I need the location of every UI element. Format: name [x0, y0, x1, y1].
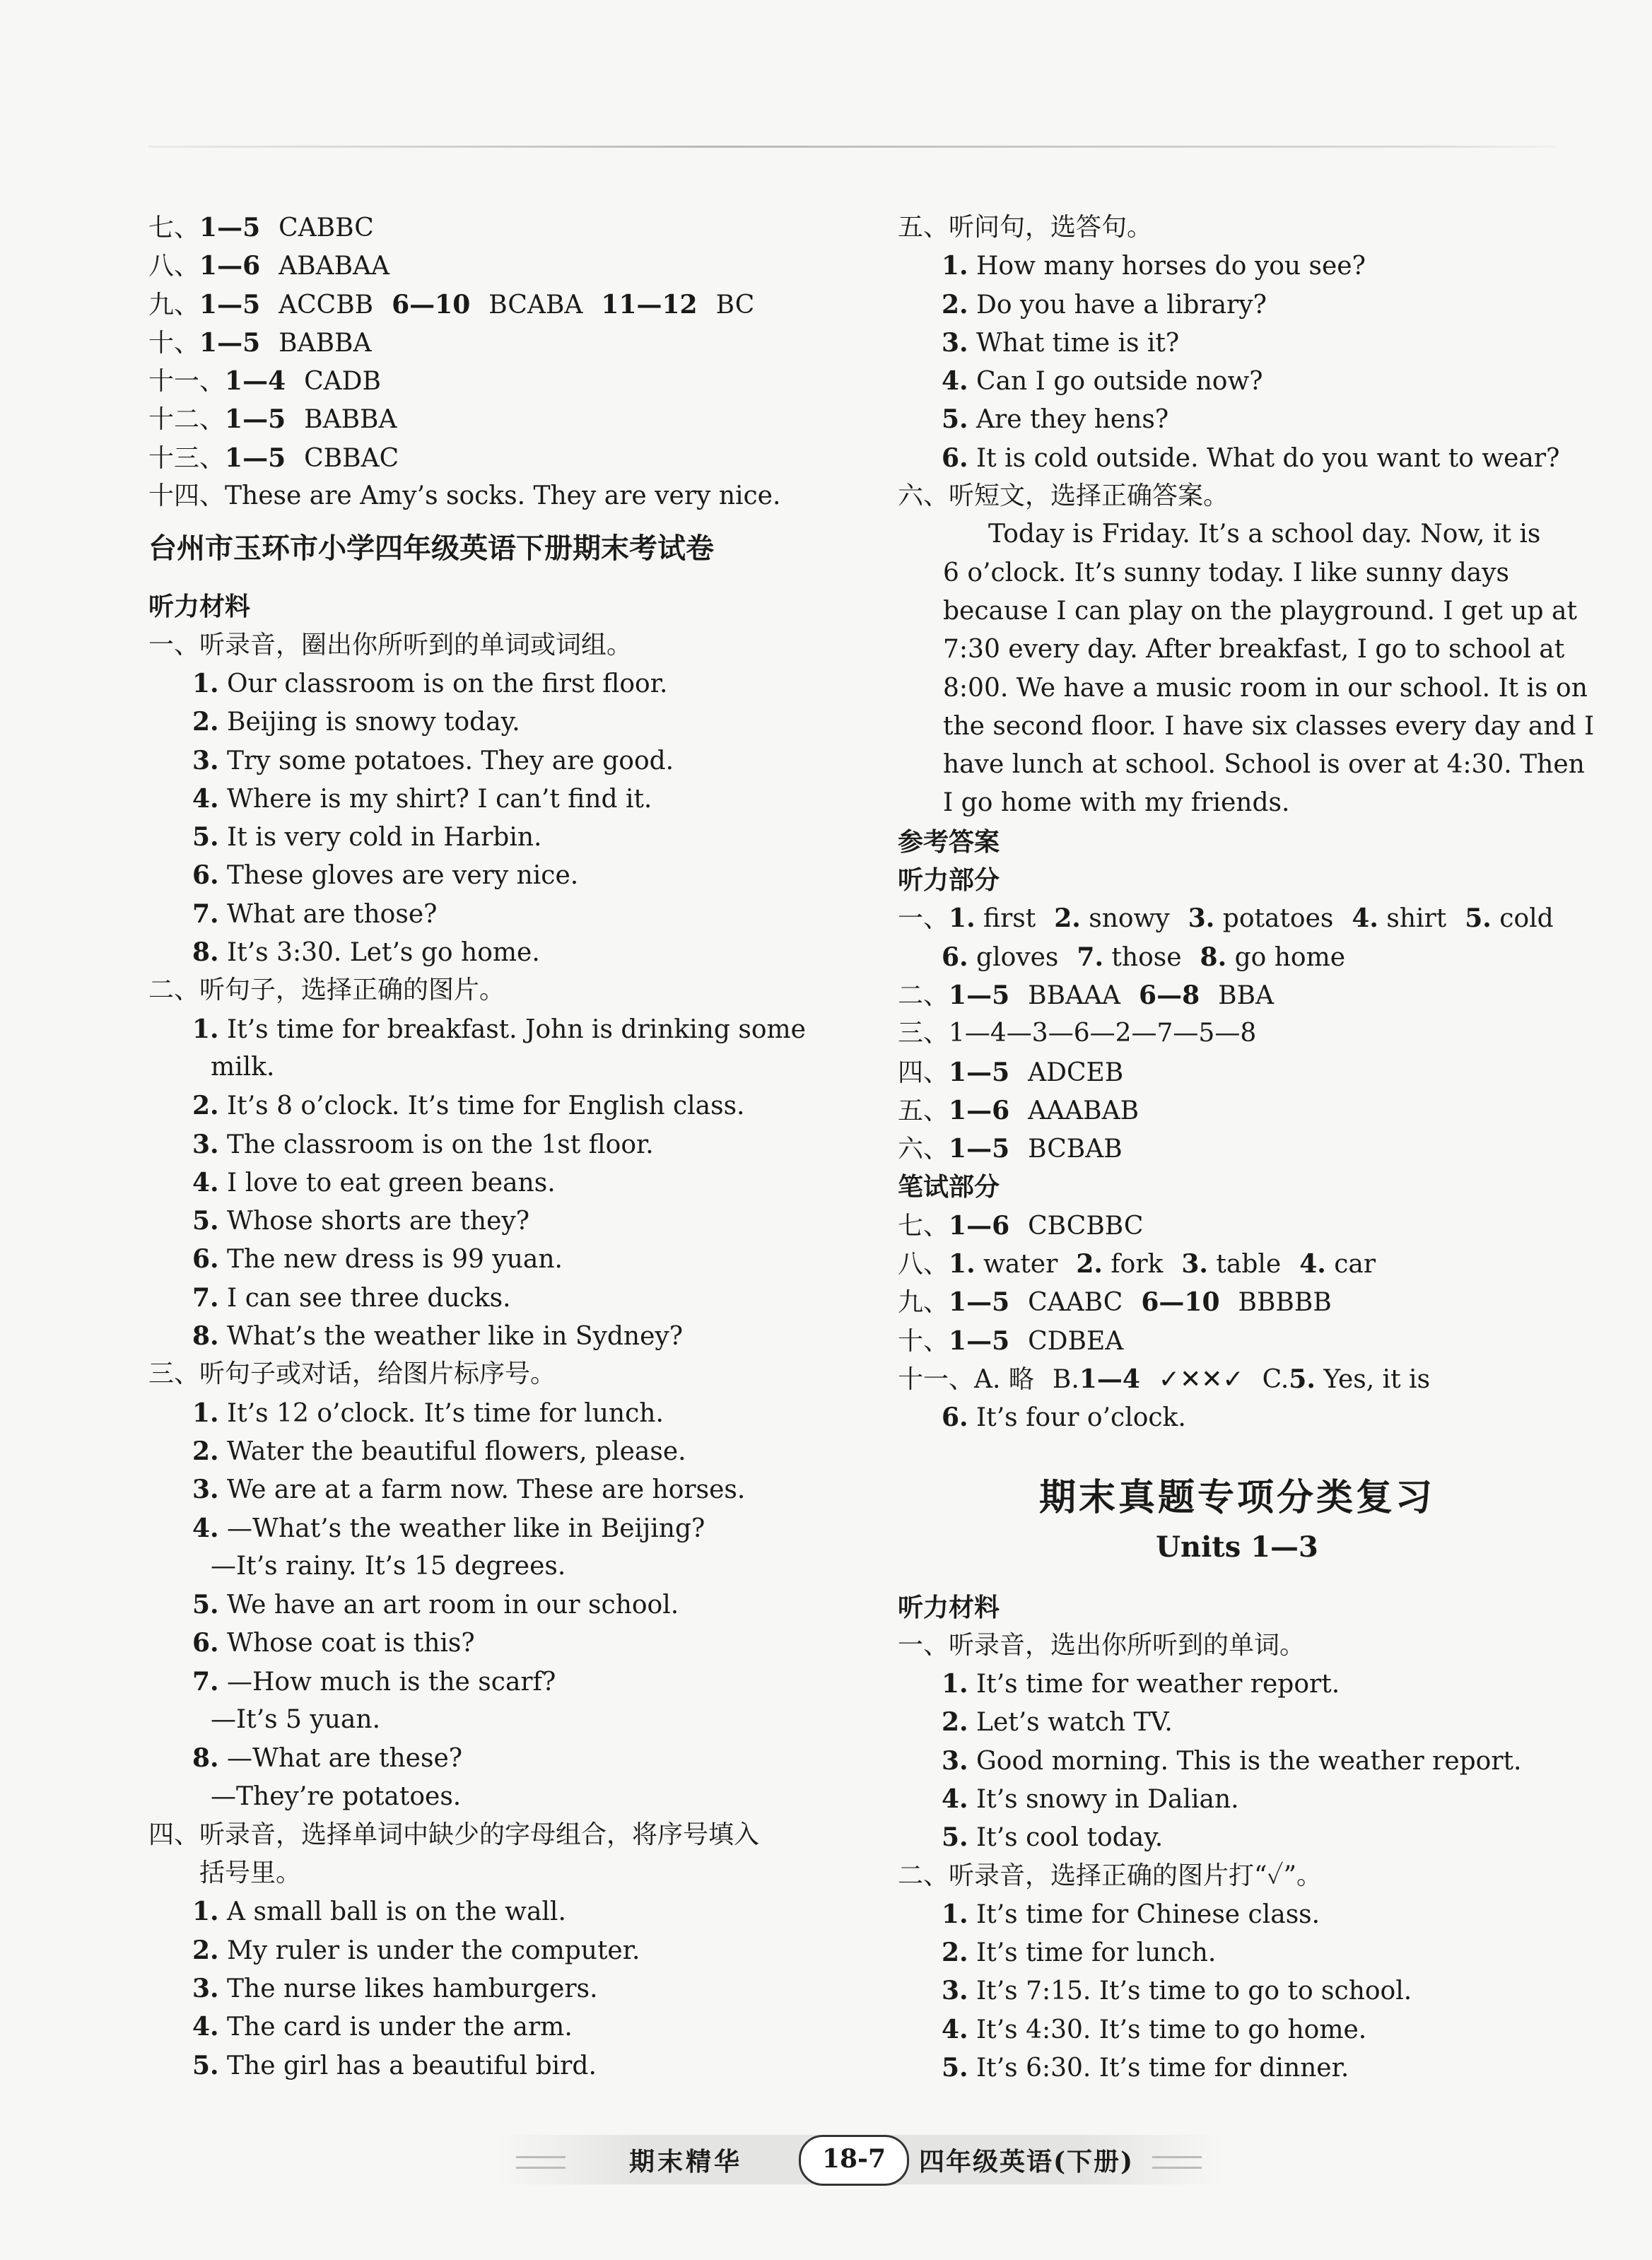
section-heading-continued: 括号里。	[199, 1858, 302, 1888]
list-item: 8. It’s 3:30. Let’s go home.	[192, 937, 540, 968]
footer-decoration	[1152, 2156, 1202, 2169]
list-item: 7. —How much is the scarf?	[192, 1666, 556, 1697]
passage-line: Today is Friday. It’s a school day. Now, it is	[988, 520, 1541, 549]
list-item: 1. It’s time for weather report.	[942, 1669, 1340, 1699]
section-heading: 一、听录音，圈出你所听到的单词或词组。	[148, 630, 633, 660]
list-item: 7. I can see three ducks.	[192, 1282, 511, 1313]
passage-line: because I can play on the playground. I get up at	[943, 596, 1577, 626]
section-label: 参考答案	[898, 826, 1000, 857]
list-item: 2. It’s 8 o’clock. It’s time for English class.	[192, 1091, 745, 1121]
units-title: Units 1—3	[1156, 1530, 1318, 1564]
section-label: 听力材料	[898, 1592, 1000, 1622]
section-heading: 四、听录音，选择单词中缺少的字母组合，将序号填入	[148, 1820, 760, 1849]
passage-line: 7:30 every day. After breakfast, I go to school at	[943, 635, 1565, 664]
list-item: 4. I love to eat green beans.	[192, 1167, 556, 1198]
passage-line: the second floor. I have six classes every day and I	[943, 711, 1595, 741]
answer-line: 三、1—4—3—6—2—7—5—8	[898, 1019, 1257, 1048]
list-item: 4. Can I go outside now?	[942, 366, 1263, 397]
page-footer	[495, 2135, 1223, 2184]
list-item: 1. How many horses do you see?	[942, 251, 1366, 281]
list-item: 2. My ruler is under the computer.	[192, 1935, 640, 1965]
list-item: 3. Try some potatoes. They are good.	[192, 745, 674, 775]
list-item: 3. The nurse likes hamburgers.	[192, 1974, 598, 2004]
list-item: 3. Good morning. This is the weather report.	[942, 1745, 1522, 1776]
passage-line: 8:00. We have a music room in our school. It is on	[943, 673, 1588, 703]
list-item: 4. Where is my shirt? I can’t find it.	[192, 783, 652, 814]
answer-line: 五、1—6 AAABAB	[898, 1095, 1140, 1125]
answer-line: 九、1—5 ACCBB 6—10 BCABA 11—12 BC	[148, 289, 755, 320]
answer-line: 二、1—5 BBAAA 6—8 BBA	[898, 980, 1275, 1010]
list-item: 8. What’s the weather like in Sydney?	[192, 1321, 684, 1352]
list-item: 5. We have an art room in our school.	[192, 1590, 679, 1620]
footer-book-title: 期末精华	[629, 2147, 743, 2177]
answer-line: 十一、1—4 CADB	[148, 366, 381, 397]
top-rule	[148, 146, 1555, 148]
left-column	[148, 209, 855, 2085]
list-item: 5. It is very cold in Harbin.	[192, 822, 542, 853]
footer-decoration	[516, 2156, 566, 2169]
section-label: 笔试部分	[898, 1172, 1000, 1202]
answer-line: 七、1—6 CBCBBC	[898, 1210, 1144, 1241]
list-item: 2. Do you have a library?	[942, 289, 1267, 320]
list-item: 1. It’s 12 o’clock. It’s time for lunch.	[192, 1398, 664, 1428]
list-item: 6. These gloves are very nice.	[192, 860, 579, 891]
right-column	[898, 209, 1595, 2087]
list-item: 7. What are those?	[192, 898, 438, 929]
list-item-continued: milk.	[211, 1052, 275, 1082]
list-item: 5. The girl has a beautiful bird.	[192, 2050, 597, 2080]
list-item: 2. Beijing is snowy today.	[192, 707, 520, 737]
section-heading: 二、听句子，选择正确的图片。	[148, 976, 505, 1005]
answer-line: 十一、A. 略 B.1—4 ✓✕✕✓ C.5. Yes, it is	[898, 1364, 1431, 1394]
passage-line: I go home with my friends.	[943, 788, 1290, 818]
section-heading: 一、听录音，选出你所听到的单词。	[898, 1630, 1306, 1660]
answer-line: 八、1. water 2. fork 3. table 4. car	[898, 1249, 1376, 1280]
answer-line: 十三、1—5 CBBAC	[148, 443, 399, 473]
list-item: 2. Water the beautiful flowers, please.	[192, 1436, 686, 1466]
answer-line: 八、1—6 ABABAA	[148, 251, 390, 281]
list-item: 1. Our classroom is on the first floor.	[192, 668, 668, 698]
list-item: 1. A small ball is on the wall.	[192, 1897, 566, 1927]
list-item: 4. It’s 4:30. It’s time to go home.	[942, 2014, 1367, 2044]
list-item: 3. We are at a farm now. These are horses.	[192, 1475, 746, 1505]
answer-line: 九、1—5 CAABC 6—10 BBBBB	[898, 1287, 1332, 1318]
list-item: 1. It’s time for breakfast. John is drinking some	[192, 1014, 806, 1044]
exam-title: 台州市玉环市小学四年级英语下册期末考试卷	[148, 532, 714, 566]
check-marks: ✓✕✕✓	[1158, 1364, 1244, 1394]
answer-line: 十二、1—5 BABBA	[148, 404, 397, 435]
answer-line: 十、1—5 CDBEA	[898, 1325, 1124, 1356]
list-item: 4. —What’s the weather like in Beijing?	[192, 1513, 705, 1543]
list-item: 4. The card is under the arm.	[192, 2012, 573, 2042]
list-item: 3. The classroom is on the 1st floor.	[192, 1129, 654, 1159]
list-item: 2. It’s time for lunch.	[942, 1938, 1217, 1968]
list-item: 5. Whose shorts are they?	[192, 1206, 530, 1236]
list-item: 6. Whose coat is this?	[192, 1628, 475, 1658]
answer-line: 四、1—5 ADCEB	[898, 1057, 1124, 1087]
answer-line: 十、1—5 BABBA	[148, 327, 372, 358]
section-heading: 六、听短文，选择正确答案。	[898, 481, 1229, 511]
passage-line: have lunch at school. School is over at 4:30. Then	[943, 750, 1585, 780]
section-label: 听力部分	[898, 865, 1000, 896]
section-heading: 二、听录音，选择正确的图片打“✓”。	[898, 1861, 1323, 1890]
answer-line: 6. gloves 7. those 8. go home	[942, 942, 1346, 972]
answer-line: 七、1—5 CABBC	[148, 213, 374, 242]
answer-line: 6. It’s four o’clock.	[942, 1403, 1186, 1433]
section-heading: 三、听句子或对话，给图片标序号。	[148, 1359, 556, 1389]
list-item-continued: —They’re potatoes.	[211, 1781, 462, 1811]
list-item: 3. What time is it?	[942, 327, 1180, 358]
answer-line: 十四、These are Amy’s socks. They are very nice.	[148, 481, 781, 511]
answer-line: 一、1. first 2. snowy 3. potatoes 4. shirt 5. cold	[898, 903, 1554, 934]
list-item-continued: —It’s rainy. It’s 15 degrees.	[211, 1551, 566, 1581]
list-item: 4. It’s snowy in Dalian.	[942, 1784, 1239, 1814]
answer-line: 六、1—5 BCBAB	[898, 1134, 1123, 1164]
list-item: 5. It’s cool today.	[942, 1822, 1164, 1853]
list-item: 2. Let’s watch TV.	[942, 1707, 1173, 1738]
section-heading: 五、听问句，选答句。	[898, 213, 1153, 242]
list-item: 8. —What are these?	[192, 1743, 463, 1774]
list-item: 5. It’s 6:30. It’s time for dinner.	[942, 2053, 1349, 2083]
list-item: 3. It’s 7:15. It’s time to go to school.	[942, 1976, 1412, 2006]
section-label: 听力材料	[148, 592, 251, 622]
list-item: 1. It’s time for Chinese class.	[942, 1899, 1320, 1929]
review-title: 期末真题专项分类复习	[1038, 1475, 1435, 1519]
list-item: 6. It is cold outside. What do you want to wear?	[942, 443, 1560, 473]
footer-subject: 四年级英语(下册)	[919, 2147, 1135, 2177]
passage-line: 6 o’clock. It’s sunny today. I like sunny days	[943, 558, 1510, 587]
page-number-badge: 18-7	[799, 2135, 909, 2186]
list-item: 5. Are they hens?	[942, 404, 1169, 435]
list-item: 6. The new dress is 99 yuan.	[192, 1244, 563, 1275]
list-item-continued: —It’s 5 yuan.	[211, 1704, 381, 1734]
